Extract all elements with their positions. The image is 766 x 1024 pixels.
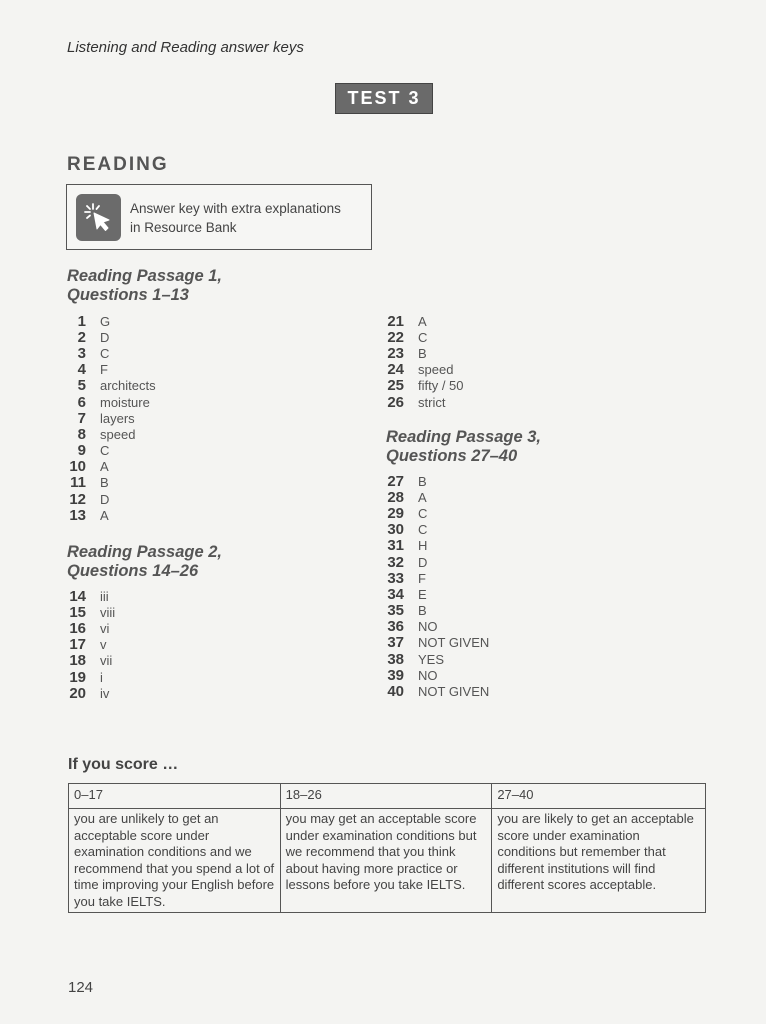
score-advice-cell: you may get an acceptable score under examination conditions but we recommend that you think about having more practice or lessons before you take IELTS. [280, 809, 492, 913]
question-number: 23 [387, 344, 404, 362]
answer-row [67, 410, 156, 426]
score-range-cell: 18–26 [280, 784, 492, 809]
answer-row [67, 491, 156, 507]
answer-value: B [418, 473, 427, 489]
question-number: 37 [387, 634, 404, 652]
answer-value: A [418, 489, 427, 505]
score-advice-cell: you are unlikely to get an acceptable score under examination conditions and we recommend that you spend a lot of time improving your English before you take IELTS. [69, 809, 281, 913]
answer-row [67, 588, 115, 604]
score-table [68, 783, 706, 913]
answer-row [67, 345, 156, 361]
question-number: 31 [387, 537, 404, 555]
answer-row [386, 329, 464, 345]
score-range-cell: 0–17 [69, 784, 281, 809]
passage-2-heading: Reading Passage 2, Questions 14–26 [67, 543, 222, 580]
answer-row [67, 329, 156, 345]
resource-bank-callout [66, 184, 372, 250]
question-number: 17 [69, 636, 86, 654]
answer-row [386, 313, 464, 329]
question-number: 40 [387, 683, 404, 701]
answer-row [67, 669, 115, 685]
answer-value: C [418, 505, 428, 521]
resource-text-line2: in Resource Bank [130, 220, 237, 235]
answer-value: i [100, 669, 103, 685]
passage-2-answer-list-continued [386, 313, 464, 410]
answer-row [67, 604, 115, 620]
question-number: 24 [387, 361, 404, 379]
answer-row [386, 473, 489, 489]
answer-row [386, 394, 464, 410]
question-number: 21 [387, 312, 404, 330]
answer-value: v [100, 637, 107, 653]
answer-row [67, 637, 115, 653]
question-number: 6 [77, 393, 86, 411]
score-range-cell: 27–40 [492, 784, 706, 809]
question-number: 26 [387, 393, 404, 411]
answer-row [386, 538, 489, 554]
page-header-title: Listening and Reading answer keys [67, 39, 304, 56]
question-number: 19 [69, 668, 86, 686]
answer-value: NO [418, 619, 438, 635]
answer-row [67, 653, 115, 669]
answer-value: D [100, 491, 110, 507]
answer-row [386, 603, 489, 619]
answer-value: moisture [100, 394, 150, 410]
question-number: 10 [69, 458, 86, 476]
answer-row [67, 378, 156, 394]
answer-row [386, 378, 464, 394]
answer-row [386, 619, 489, 635]
answer-row [67, 620, 115, 636]
score-table-body-row [69, 809, 706, 913]
answer-row [67, 685, 115, 701]
passage-3-answer-list [386, 473, 489, 700]
question-number: 34 [387, 585, 404, 603]
answer-row [386, 362, 464, 378]
answer-value: A [418, 313, 427, 329]
page-number: 124 [68, 979, 94, 996]
answer-value: A [100, 459, 109, 475]
question-number: 29 [387, 504, 404, 522]
answer-value: F [418, 570, 426, 586]
answer-value: A [100, 507, 109, 523]
answer-row [386, 635, 489, 651]
score-title: If you score … [68, 756, 179, 773]
question-number: 33 [387, 569, 404, 587]
answer-row [386, 667, 489, 683]
answer-value: viii [100, 604, 116, 620]
answer-row [67, 313, 156, 329]
question-number: 16 [69, 619, 86, 637]
question-number: 1 [77, 312, 86, 330]
question-number: 9 [77, 442, 86, 460]
question-number: 32 [387, 553, 404, 571]
answer-value: B [418, 603, 427, 619]
answer-row [67, 426, 156, 442]
pointer-click-icon [76, 194, 121, 241]
question-number: 18 [69, 652, 86, 670]
answer-value: G [100, 313, 111, 329]
answer-value: F [100, 362, 108, 378]
answer-value: iii [100, 588, 109, 604]
answer-row [386, 522, 489, 538]
answer-value: D [100, 329, 110, 345]
question-number: 38 [387, 650, 404, 668]
answer-row [67, 362, 156, 378]
answer-row [67, 459, 156, 475]
question-number: 8 [77, 425, 86, 443]
answer-value: B [418, 345, 427, 361]
question-number: 30 [387, 521, 404, 539]
answer-value: C [100, 345, 110, 361]
answer-row [386, 489, 489, 505]
score-table-header-row [69, 784, 706, 809]
answer-value: speed [100, 426, 136, 442]
answer-row [386, 683, 489, 699]
passage-1-heading: Reading Passage 1, Questions 1–13 [67, 267, 222, 304]
question-number: 27 [387, 472, 404, 490]
answer-row [386, 554, 489, 570]
passage-2-answer-list [67, 588, 115, 701]
answer-value: NOT GIVEN [418, 684, 490, 700]
question-number: 4 [77, 361, 86, 379]
passage-3-heading: Reading Passage 3, Questions 27–40 [386, 428, 541, 465]
question-number: 2 [77, 328, 86, 346]
question-number: 11 [70, 474, 86, 492]
answer-row [386, 651, 489, 667]
answer-row [67, 507, 156, 523]
answer-row [386, 345, 464, 361]
answer-value: architects [100, 378, 156, 394]
question-number: 25 [387, 377, 404, 395]
question-number: 28 [387, 488, 404, 506]
answer-value: vi [100, 620, 110, 636]
answer-value: C [418, 522, 428, 538]
answer-value: E [418, 586, 427, 602]
answer-value: vii [100, 653, 113, 669]
passage-1-answer-list [67, 313, 156, 523]
answer-value: D [418, 554, 428, 570]
question-number: 36 [387, 618, 404, 636]
answer-value: speed [418, 362, 454, 378]
question-number: 7 [77, 409, 86, 427]
answer-value: layers [100, 410, 135, 426]
answer-row [386, 570, 489, 586]
answer-value: strict [418, 394, 446, 410]
answer-value: C [100, 443, 110, 459]
question-number: 12 [69, 490, 86, 508]
answer-row [67, 475, 156, 491]
question-number: 3 [77, 344, 86, 362]
answer-value: C [418, 329, 428, 345]
score-advice-cell: you are likely to get an acceptable score under examination conditions but remember that different institutions will find different scores acceptable. [492, 809, 706, 913]
question-number: 20 [69, 684, 86, 702]
answer-value: H [418, 538, 428, 554]
answer-value: YES [418, 651, 445, 667]
question-number: 14 [69, 587, 86, 605]
question-number: 15 [69, 603, 86, 621]
answer-row [67, 394, 156, 410]
section-title: READING [67, 154, 169, 175]
question-number: 35 [387, 602, 404, 620]
test-badge: TEST 3 [335, 83, 433, 114]
answer-value: NO [418, 667, 438, 683]
answer-value: fifty / 50 [418, 378, 464, 394]
answer-value: NOT GIVEN [418, 635, 490, 651]
question-number: 22 [387, 328, 404, 346]
answer-row [67, 443, 156, 459]
question-number: 13 [69, 506, 86, 524]
answer-value: B [100, 475, 109, 491]
answer-row [386, 586, 489, 602]
answer-value: iv [100, 685, 110, 701]
resource-text-line1: Answer key with extra explanations [130, 201, 341, 216]
answer-row [386, 505, 489, 521]
question-number: 39 [387, 666, 404, 684]
question-number: 5 [77, 377, 86, 395]
